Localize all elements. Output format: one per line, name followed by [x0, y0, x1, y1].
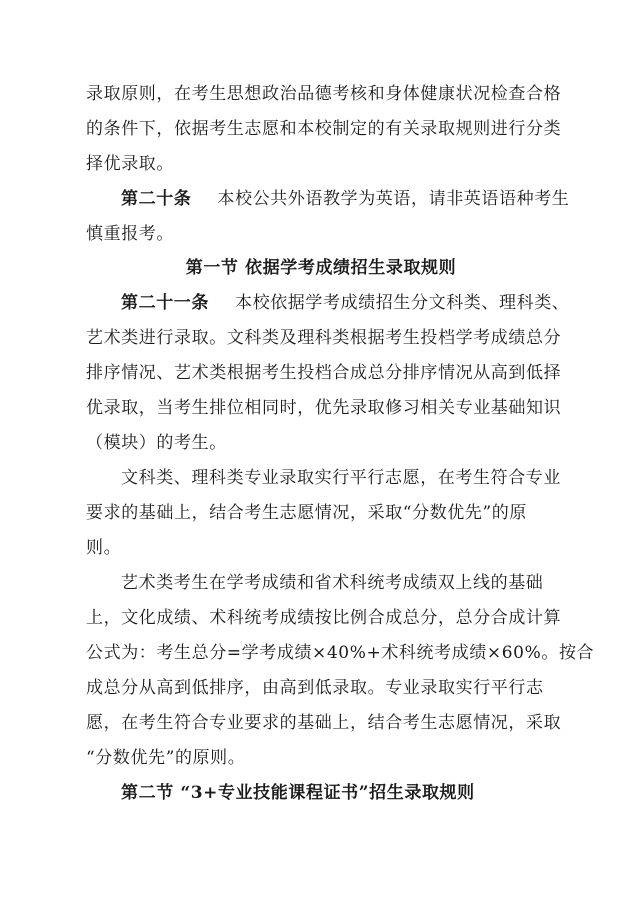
text-line: 则。 — [86, 538, 122, 558]
text-line: （模块）的考生。 — [86, 433, 227, 453]
text-line: 录取原则，在考生思想政治品德考核和身体健康状况检查合格 — [86, 84, 562, 104]
article-21-text: 本校依据学考成绩招生分文科类、理科类、 — [235, 293, 570, 313]
article-20 — [121, 189, 569, 209]
article-20-label: 第二十条 — [121, 189, 192, 209]
article-21 — [121, 293, 569, 313]
text-line: 上，文化成绩、术科统考成绩按比例合成总分，总分合成计算 — [86, 608, 562, 628]
text-line: 愿，在考生符合专业要求的基础上，结合考生志愿情况，采取 — [86, 713, 562, 733]
article-21-label: 第二十一条 — [121, 293, 209, 313]
text-line: “分数优先”的原则。 — [86, 748, 246, 768]
text-line: 公式为：考生总分=学考成绩×40%+术科统考成绩×60%。按合 — [86, 643, 595, 663]
text-line: 艺术类考生在学考成绩和省术科统考成绩双上线的基础 — [121, 573, 544, 593]
article-20-text: 本校公共外语教学为英语，请非英语语种考生 — [217, 189, 570, 209]
text-line: 择优录取。 — [86, 154, 174, 174]
text-line: 成总分从高到低排序，由高到低录取。专业录取实行平行志 — [86, 678, 544, 698]
section-2-title: 第二节 “3+专业技能课程证书”招生录取规则 — [121, 783, 475, 803]
section-1-title: 第一节 依据学考成绩招生录取规则 — [185, 258, 457, 278]
text-line: 排序情况、艺术类根据考生投档合成总分排序情况从高到低择 — [86, 363, 562, 383]
text-line: 文科类、理科类专业录取实行平行志愿，在考生符合专业 — [121, 468, 561, 488]
text-line: 艺术类进行录取。文科类及理科类根据考生投档学考成绩总分 — [86, 328, 562, 348]
text-line: 要求的基础上，结合考生志愿情况，采取“分数优先”的原 — [86, 503, 527, 523]
text-line: 优录取，当考生排位相同时，优先录取修习相关专业基础知识 — [86, 398, 562, 418]
text-line: 慎重报考。 — [86, 224, 174, 244]
text-line: 的条件下，依据考生志愿和本校制定的有关录取规则进行分类 — [86, 119, 562, 139]
